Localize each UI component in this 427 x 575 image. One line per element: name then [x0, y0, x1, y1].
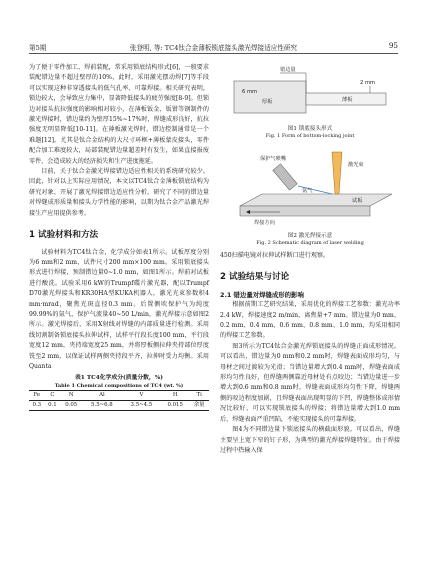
table-cell: 0.1: [48, 402, 57, 409]
table-header-cell: N: [68, 392, 74, 399]
figure-1-caption-en: Fig. 1 Form of bottom-locking joint: [265, 133, 355, 139]
table-row: [29, 401, 209, 411]
continuation-paragraph: 450扫描电镜对拉伸试样断口进行观察。: [220, 252, 330, 259]
running-header: [29, 41, 398, 54]
right-column: [220, 63, 400, 456]
label-welding-direction: 焊接方向: [254, 220, 275, 226]
laser-beam-shape: [332, 152, 342, 194]
figure-1-joint-diagram: [220, 63, 400, 125]
gas-nozzle-shape: [273, 164, 297, 190]
label-mismatch: 错边量: [280, 67, 296, 73]
label-laser-beam: 激光束: [348, 162, 364, 168]
results-paragraph-3: 图4为不同错边量下锁底接头的横截面形貌。可以看出，焊缝主要呈上宽下窄的钉子形，为典型的激光焊接焊缝特征。由于焊接过程中热输入保: [220, 426, 400, 454]
table-header-cell: C: [50, 392, 55, 399]
table-cell: 5.5~6.8: [91, 402, 113, 409]
section-2-heading: 2 试验结果与讨论: [220, 272, 290, 283]
table-header-cell: Ti: [196, 392, 202, 399]
methods-paragraph: 试验材料为TC4钛合金，化学成分如表1所示。试板厚度分别为6 mm和2 mm，试件尺寸200 mm×100 mm。采用锁底接头形式进行焊接，预制错边量0~1.0 mm，如图1所示。焊前对试板进行酸洗。试验采用6 kW的Trumpf碟片激光器，配以Trumpf D70激光焊接头和KR30HA型KUKA机器人，激光光束参数积4 mm·mrad，聚焦光斑直径0.3 mm。后置侧吹保护气为纯度99.99%的氩气，保护气流量40~50 L/min，激光焊接示意如图2所示。激光焊接后，采用X射线对焊缝的内部质量进行检测。采用线切割制备锁底接头拉伸试样，试样平行段长度100 mm，平行段宽度12 mm，夹持端宽度25 mm，并将厚板侧拉伸夹持部位厚度铣至2 mm，以保证试样两侧夹持段平齐，拉伸时受力均衡。采用Quanta: [29, 248, 209, 370]
page-number: 95: [388, 41, 398, 50]
table-header-row: [29, 391, 209, 401]
label-argon: 氩气: [302, 188, 313, 194]
test-plate-shape: [240, 194, 392, 206]
test-plate-side: [240, 206, 370, 216]
table-1: [29, 374, 209, 411]
left-column: [29, 63, 209, 411]
intro-paragraph-2: 目前，关于钛合金激光焊接错边适应性相关的系统研究较少。因此，针对以上实际应用情况，本文以TC4钛合金薄板锁底结构为研究对象，开展了激光焊接错边适应性分析，研究了不同的错边量对焊缝成形质量和接头力学性能的影响，以期为钛合金产品激光焊接生产应用提供参考。: [29, 168, 209, 217]
figure-1-caption-cn: 图1 锁底接头形式: [287, 126, 333, 132]
issue-number: 第5期: [29, 44, 47, 52]
table-header-cell: H: [172, 392, 178, 399]
running-title: 张登明, 等: TC4钛合金薄板锁底接头激光焊接适应性研究: [129, 44, 298, 52]
table-header-cell: V: [139, 392, 144, 399]
table-header-cell: Al: [99, 392, 105, 399]
label-thick-plate: 厚板: [262, 99, 273, 105]
label-thin-plate: 薄板: [342, 97, 353, 103]
section-1-heading: 1 试验材料和方法: [29, 230, 99, 241]
figure-2-welding-schematic: [220, 144, 400, 232]
figure-2-caption-en: Fig. 2 Schematic diagram of laser welding: [256, 240, 364, 246]
table-1-caption-cn: 表1 TC4化学成分(质量分数，%): [75, 375, 163, 382]
table-cell: 0.05: [65, 402, 78, 409]
table-cell: 3.5~4.5: [130, 402, 153, 409]
label-6mm: 6 mm: [242, 89, 258, 95]
thick-plate-shape: [234, 81, 306, 113]
results-paragraph-2: 图3所示为TC4钛合金激光焊锁底接头的焊缝正面成形情况。可以看出，错边量为0 mm和0.2 mm时，焊缝表面成形均匀，与母材之间过渡较为光滑；当错边量增大到0.4 mm时，焊缝表面成形均匀性良好，但焊缝两侧靠近母材处有点咬边；当错边量进一步增大到0.6 mm和0.8 mm时，焊缝表面成形均匀性下降，焊缝两侧的咬边程度加剧，且焊缝表面出现明显的下凹，焊缝整体成形情况比较好，可以实现锁底接头的焊接；将错边量增大到1.0 mm后，焊缝表面严重凹陷，不能实现接头的可靠焊接。: [220, 342, 400, 423]
table-cell: 0.015: [167, 402, 183, 409]
table-1-caption-en: Table 1 Chemical compositions of TC4 (wt. %): [54, 383, 184, 390]
table-header-cell: Fe: [33, 392, 41, 399]
subsection-2-1-heading: 2.1 错边量对焊缝成形的影响: [220, 290, 304, 299]
intro-paragraph-1: 为了便于零件加工、焊前装配，常采用锁底结构形式[6]，一般要求装配错边量不超过壁厚的10%，此时，采用激光摆动焊[7]等手段可以实现这种非穿透接头的低气孔率、可靠焊接。相关研究表明，锁边较大，会导致应力集中，显著降低接头的疲劳强度[8-9]。但锁边对接头抗拉强度的影响相对较小，在薄板钣金、钣钳等钢制件的激光焊接时，错边量约为壁厚15%~17%时，焊缝成形良好，抗拉强度无明显降低[10-11]。在薄板激光焊时，错边控制通常是一个难题[12]。尤其是钛合金结构的大尺寸环框+薄板蒙皮接头，零件配合加工难度较大，局部装配错边量超差时有发生，如果直接报废零件，会造成较大的经济损失和生产进度拖延。: [29, 64, 209, 165]
results-paragraph-1: 根据前期工艺研究结果，采用优化的焊接工艺参数：激光功率2.4 kW，焊接速度2 m/min，离焦量+7 mm。错边量为0 mm、0.2 mm、0.4 mm、0.6 mm、0.8 mm、1.0 mm，均采用相同的焊接工艺参数。: [220, 301, 400, 340]
label-2mm: 2 mm: [360, 80, 376, 86]
label-test-plate: 试板: [352, 198, 363, 204]
figure-2-caption-cn: 图2 激光焊接示意: [287, 233, 333, 239]
composition-table: [29, 390, 209, 411]
label-shield-gas-nozzle: 保护气喷嘴: [260, 156, 286, 162]
table-cell: 余量: [193, 402, 205, 409]
table-cell: 0.3: [32, 402, 42, 409]
